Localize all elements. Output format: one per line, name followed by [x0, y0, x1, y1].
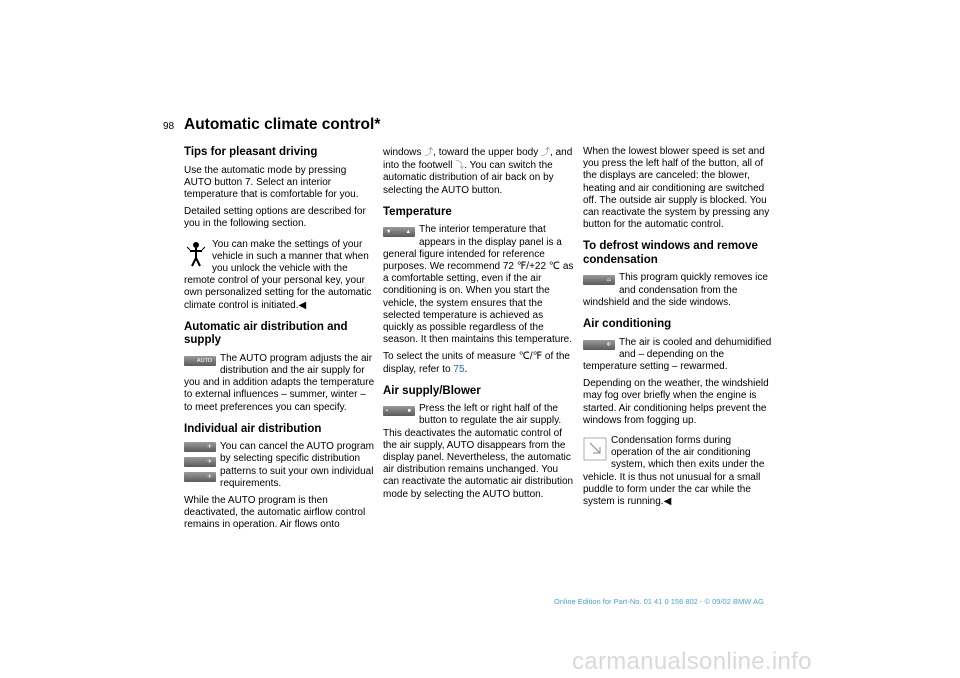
note-personal-settings: You can make the settings of your vehicle in such a manner that when you unlock the vehicle with the remote control of your personal key, your own personalized setting for the automatic climate control is initiated.◀ [184, 238, 372, 311]
upper-body-airflow-icon: ⤴ [541, 147, 551, 157]
paragraph-blower: Press the left or right half of the button to regulate the air supply. This deactivates the automatic control of the air supply, AUTO disappears from the display panel. Nevertheless, the automatic air distribution remains unchanged. You can reactivate the automatic air distribution mode by selecting the AUTO button. [383, 403, 574, 500]
watermark: carmanualsonline.info [572, 648, 812, 675]
paragraph-temperature-1: The interior temperature that appears in the display panel is a general figure intended for reference purposes. We recommend 72 ℉/+22 ℃ as a comfortable setting, even if the air conditioning is on. When you start the vehicle, the system ensures that the selected temperature is achieved as quickly as possible regardless of the season. It then maintains this temperature. [383, 224, 574, 346]
page-title: Automatic climate control* [184, 116, 381, 133]
page-number: 98 [163, 121, 175, 132]
paragraph-lowest-blower: When the lowest blower speed is set and you press the left half of the button, all of the displays are canceled: the blower, heating and air conditioning are switched off. The outside air supply is blocked. You can reactivate the system by pressing any button for the automatic control. [583, 146, 770, 231]
heading-tips: Tips for pleasant driving [184, 146, 318, 158]
paragraph-defrost: This program quickly removes ice and condensation from the windshield and the side windows. [583, 272, 768, 308]
paragraph-individual-2: While the AUTO program is then deactivated, the automatic airflow control remains in operation. Air flows onto [184, 495, 366, 531]
windows-airflow-icon: ⤴ [424, 147, 434, 157]
auto-button [184, 356, 216, 366]
air-conditioning-button: ❄ [583, 340, 615, 350]
footwell-airflow-icon: ⤵ [455, 160, 465, 171]
column-2 [383, 146, 575, 506]
page-reference-link[interactable]: 75 [453, 363, 465, 375]
defrost-button: ⌓ [583, 275, 615, 285]
heading-temperature: Temperature [383, 205, 452, 218]
footwell-distribution-button: ✈ [184, 472, 216, 482]
heading-individual-distribution: Individual air distribution [184, 422, 322, 435]
note-arrow-icon [583, 437, 607, 463]
footer-edition: Online Edition for Part-No. 01 41 0 156 802 - © 09/02 BMW AG [554, 597, 764, 606]
paragraph-continuation: windows ⤴, toward the upper body ⤴, and into the footwell ⤵. You can switch the automatic distribution of air back on by selecting the AUTO button. [383, 147, 573, 196]
auto-button-label: AUTO [196, 357, 212, 364]
heading-auto-distribution: Automatic air distribution and supply [184, 320, 348, 347]
blower-button: ▪ ■ [383, 406, 415, 416]
heading-defrost: To defrost windows and remove condensation [583, 240, 758, 266]
paragraph-individual-1: You can cancel the AUTO program by selecting specific distribution patterns to suit your own individual requirements. [220, 441, 374, 489]
paragraph-auto: The AUTO program adjusts the air distribution and the air supply for you and in addition adapts the temperature to external influences – summer, winter – to meet preferences you can specify. [184, 352, 375, 413]
personal-note [184, 239, 376, 312]
upper-body-distribution-button: ✈ [184, 457, 216, 467]
person-icon [184, 241, 208, 267]
temperature-button: ▼ ▲ [383, 227, 415, 237]
column-1 [184, 146, 376, 537]
paragraph-ac-2: Depending on the weather, the windshield may fog over briefly when the engine is started. Air conditioning helps prevent the windows from fogging up. [583, 378, 769, 426]
note-condensation: Condensation forms during operation of the air conditioning system, which then exits under the vehicle. It is thus not unusual for a small puddle to form under the car while the system is running.◀ [583, 434, 765, 507]
column-3 [583, 146, 775, 513]
condensation-note [583, 435, 775, 508]
heading-air-conditioning: Air conditioning [583, 318, 672, 331]
paragraph-temperature-2: To select the units of measure ℃/℉ of the display, refer to 75. [383, 351, 570, 375]
paragraph-ac-1: The air is cooled and dehumidified and – depending on the temperature setting – rewarmed. [583, 336, 772, 372]
paragraph-tips-1: Use the automatic mode by pressing AUTO button 7. Select an interior temperature that is comfortable for you. [184, 164, 359, 200]
heading-blower: Air supply/Blower [383, 384, 481, 397]
windows-distribution-button: ✈ [184, 442, 216, 452]
paragraph-tips-2: Detailed setting options are described for you in the following section. [184, 206, 366, 230]
distribution-buttons [184, 441, 216, 487]
